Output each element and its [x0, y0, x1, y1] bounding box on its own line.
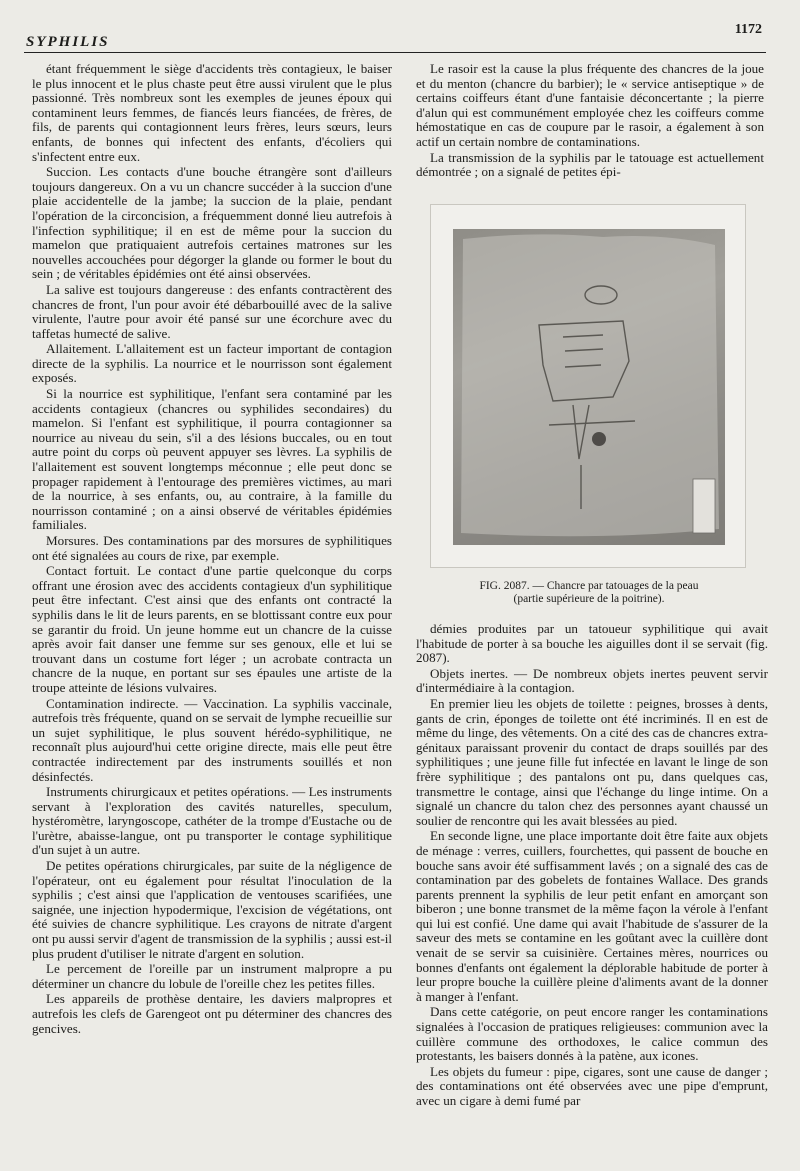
tattoo-photograph	[453, 229, 725, 545]
paragraph: En seconde ligne, une place importante doit être faite aux objets de ménage : verres, cuillers, fourchettes, qui passent de bouche en bouche sans avoir été suffisamment lavés ; on a signalé des cas de contamination par des gobelets de fontaines Wallace. Des grands parents prennent la syphilis de leur petit enfant en amorçant son biberon ; une bonne transmet de la même façon la vérole à l'enfant qui lui est confié. Une dame qui avait l'habitude de s'assurer de la saveur des mets se contamine en les goûtant avec la cuillère dont venait de se servir sa cuisinière. Certaines mères, nourrices ou bonnes d'enfants ont également la déplorable habitude de porter à leur propre bouche la cuillère pleine d'aliments avant de la donner à manger à l'enfant.	[416, 828, 768, 1004]
figure-2087	[430, 204, 746, 568]
paragraph: démies produites par un tatoueur syphilitique qui avait l'habitude de porter à sa bouche les aiguilles dont il se servait (fig. 2087).	[416, 621, 768, 666]
paragraph: De petites opérations chirurgicales, par suite de la négligence de l'opérateur, ont eu également pour résultat l'inoculation de la syphilis ; c'est ainsi que l'application de ventouses scarifiées, une saignée, une injection hypodermique, l'excision de végétations, ont été suivies de chancre syphilitique. Les crayons de nitrate d'argent ont pu aussi servir d'agent de transmission de la syphilis ; aussi est-il plus prudent d'utiliser le nitrate d'argent en solution.	[32, 858, 392, 961]
left-column	[32, 62, 392, 1036]
paragraph: étant fréquemment le siège d'accidents très contagieux, le baiser le plus innocent et le plus chaste peut être aussi virulent que le plus passionné. Très nombreux sont les exemples de jeunes époux qui contaminent leurs femmes, de fiancés leurs fiancées, de frères, de fils, de parents qui contagionnent leurs frères, leurs sœurs, leurs enfants, de bonnes qui infectent des enfants, d'écoliers qui s'infectent entre eux.	[32, 61, 392, 164]
paragraph: Instruments chirurgicaux et petites opérations. — Les instruments servant à l'exploration des cavités naturelles, speculum, hystéromètre, laryngoscope, cathéter de la trompe d'Eustache ou de l'urètre, abaisse-langue, ont pu transporter le contage syphilitique d'un sujet à un autre.	[32, 784, 392, 858]
paragraph: Morsures. Des contaminations par des morsures de syphilitiques ont été signalées au cours de rixe, par exemple.	[32, 533, 392, 563]
paragraph: Le percement de l'oreille par un instrument malpropre a pu déterminer un chancre du lobule de l'oreille chez les petites filles.	[32, 961, 392, 991]
paragraph: Objets inertes. — De nombreux objets inertes peuvent servir d'intermédiaire à la contagion.	[416, 665, 768, 696]
tattoo-drawing-icon	[453, 229, 725, 545]
paragraph: En premier lieu les objets de toilette : peignes, brosses à dents, gants de crin, éponges de toilette ont été incriminés. Il en est de même du linge, des vêtements. On a cité des cas de chancres extra-génitaux paraissant provenir du contact de draps souillés par des syphilitiques ; une jeune fille fut infectée en lavant le linge de son frère syphilitique ; des pantalons ont pu, dans quelques cas, transmettre le contage, ainsi que l'échange du linge intime. On a signalé un chancre du talon chez des personnes ayant chaussé un soulier de rencontre qui les avait blessées au pied.	[416, 695, 768, 828]
header-rule	[24, 52, 766, 53]
running-head: SYPHILIS	[26, 34, 110, 50]
paragraph: Dans cette catégorie, on peut encore ranger les contaminations signalées à l'occasion de pratiques religieuses: communion avec la cuillère commune des orthodoxes, le calice commun des protestants, les baisers donnés à la patène, aux icones.	[416, 1004, 768, 1064]
right-column-bottom	[416, 622, 768, 1109]
page-number: 1172	[734, 22, 762, 37]
paragraph: Allaitement. L'allaitement est un facteur important de contagion directe de la syphilis. La nourrice et le nourrisson sont également exposés.	[32, 341, 392, 386]
paragraph: Les objets du fumeur : pipe, cigares, sont une cause de danger ; des contaminations ont été observées avec une pipe d'emprunt, avec un cigare à demi fumé par	[416, 1063, 768, 1108]
caption-line: (partie supérieure de la poitrine).	[513, 593, 665, 605]
paragraph: Le rasoir est la cause la plus fréquente des chancres de la joue et du menton (chancre du barbier); le « service antiseptique » de certains coiffeurs étant d'une fantaisie déconcertante ; la pierre d'alun qui est communément employée chez les coiffeurs comme hémostatique en cas de coupure par le rasoir, a également à son actif un certain nombre de contaminations.	[416, 61, 764, 149]
paragraph: Contact fortuit. Le contact d'une partie quelconque du corps offrant une érosion avec des accidents contagieux d'un syphilitique peut être infectant. C'est ainsi que des enfants ont contracté la syphilis dans le lit de leurs parents, en se blottissant contre eux pour se garantir du froid. Un jeune homme eut un chancre de la cuisse après avoir fait danser une femme sur ses genoux, elle et lui se trouvant dans un costume fort léger ; un acrobate contracta un chancre de la nuque, en portant sur ses épaules une artiste de la troupe atteinte de lésions vulvaires.	[32, 563, 392, 695]
paragraph: Contamination indirecte. — Vaccination. La syphilis vaccinale, autrefois très fréquente, quand on se servait de lymphe recueillie sur un sujet syphilitique, le plus souvent hérédo-syphilitique, ne reconnaît plus aujourd'hui cette origine directe, mais elle peut être contractée indirectement par des instruments souillés et non désinfectés.	[32, 695, 392, 784]
caption-line: FIG. 2087. — Chancre par tatouages de la peau	[479, 580, 699, 592]
paragraph: Succion. Les contacts d'une bouche étrangère sont d'ailleurs toujours dangereux. On a vu un chancre succéder à la succion d'une plaie accidentelle de la jambe; la succion de la plaie, pendant l'opération de la circoncision, a fréquemment donné lieu autrefois à l'infection syphilitique; il en est de même pour la succion du mamelon que pratiquaient autrefois certaines matrones sur les nouvelles accouchées pour dégorger la glande ou former le bout du sein ; de véritables épidémies ont été ainsi observées.	[32, 164, 392, 282]
figure-caption	[414, 580, 764, 606]
right-column-top	[416, 62, 764, 180]
paragraph: Si la nourrice est syphilitique, l'enfant sera contaminé par les accidents contagieux (chancres ou syphilides secondaires) du mamelon. Si l'enfant est syphilitique, il pourra contagionner sa nourrice au niveau du sein, s'il a des lésions buccales, ou en tout autre point du corps où peuvent appuyer ses lèvres. La syphilis de l'allaitement est souvent longtemps méconnue ; elle peut donc se propager rapidement à l'entourage des premières victimes, au mari de la nourrice, à ses enfants, ou, au contraire, à la famille du nourrisson contaminé ; on a ainsi observé de véritables épidémies familiales.	[32, 386, 392, 533]
paragraph: La transmission de la syphilis par le tatouage est actuellement démontrée ; on a signalé de petites épi-	[416, 149, 764, 180]
paragraph: Les appareils de prothèse dentaire, les daviers malpropres et autrefois les clefs de Garengeot ont pu déterminer des chancres des gencives.	[32, 991, 392, 1036]
paragraph: La salive est toujours dangereuse : des enfants contractèrent des chancres de front, l'un pour avoir été débarbouillé avec de la salive virulente, l'autre pour avoir été pansé sur une écorchure avec du taffetas humecté de salive.	[32, 281, 392, 341]
